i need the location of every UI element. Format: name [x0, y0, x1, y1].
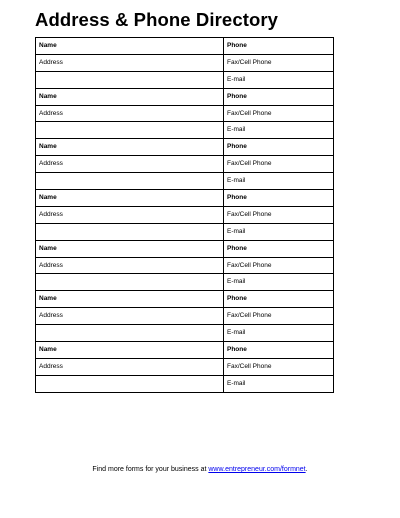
phone-field[interactable]: Phone	[224, 342, 334, 359]
entry-email-row	[36, 375, 334, 392]
entry-address-row	[36, 156, 334, 173]
footer-text: Find more forms for your business at	[92, 466, 209, 473]
email-field[interactable]: E-mail	[224, 274, 334, 291]
address-field[interactable]: Address	[36, 257, 224, 274]
name-field[interactable]: Name	[36, 139, 224, 156]
footer-period: .	[305, 466, 308, 473]
phone-field[interactable]: Phone	[224, 139, 334, 156]
address-field[interactable]: Address	[36, 308, 224, 325]
fax-cell-phone-field[interactable]: Fax/Cell Phone	[224, 206, 334, 223]
formnet-link[interactable]: www.entrepreneur.com/formnet	[208, 466, 306, 473]
phone-field[interactable]: Phone	[224, 38, 334, 55]
entry-name-row	[36, 240, 334, 257]
entry-email-row	[36, 223, 334, 240]
email-field[interactable]: E-mail	[224, 375, 334, 392]
address-continuation-field[interactable]	[36, 71, 224, 88]
phone-field[interactable]: Phone	[224, 291, 334, 308]
entry-email-row	[36, 325, 334, 342]
entry-address-row	[36, 206, 334, 223]
entry-address-row	[36, 105, 334, 122]
address-field[interactable]: Address	[36, 105, 224, 122]
address-field[interactable]: Address	[36, 358, 224, 375]
entry-address-row	[36, 358, 334, 375]
name-field[interactable]: Name	[36, 240, 224, 257]
fax-cell-phone-field[interactable]: Fax/Cell Phone	[224, 54, 334, 71]
entry-name-row	[36, 190, 334, 207]
fax-cell-phone-field[interactable]: Fax/Cell Phone	[224, 257, 334, 274]
email-field[interactable]: E-mail	[224, 173, 334, 190]
address-continuation-field[interactable]	[36, 173, 224, 190]
entry-email-row	[36, 71, 334, 88]
name-field[interactable]: Name	[36, 88, 224, 105]
entry-name-row	[36, 342, 334, 359]
entry-email-row	[36, 173, 334, 190]
address-continuation-field[interactable]	[36, 274, 224, 291]
entry-address-row	[36, 257, 334, 274]
page-title: Address & Phone Directory	[35, 9, 279, 30]
address-field[interactable]: Address	[36, 156, 224, 173]
fax-cell-phone-field[interactable]: Fax/Cell Phone	[224, 156, 334, 173]
address-field[interactable]: Address	[36, 54, 224, 71]
entry-name-row	[36, 139, 334, 156]
phone-field[interactable]: Phone	[224, 240, 334, 257]
address-continuation-field[interactable]	[36, 325, 224, 342]
directory-table-body	[36, 38, 334, 393]
entry-address-row	[36, 54, 334, 71]
name-field[interactable]: Name	[36, 190, 224, 207]
address-continuation-field[interactable]	[36, 122, 224, 139]
name-field[interactable]: Name	[36, 38, 224, 55]
address-continuation-field[interactable]	[36, 375, 224, 392]
fax-cell-phone-field[interactable]: Fax/Cell Phone	[224, 358, 334, 375]
entry-email-row	[36, 122, 334, 139]
entry-name-row	[36, 88, 334, 105]
phone-field[interactable]: Phone	[224, 88, 334, 105]
email-field[interactable]: E-mail	[224, 223, 334, 240]
email-field[interactable]: E-mail	[224, 122, 334, 139]
entry-name-row	[36, 38, 334, 55]
directory-table	[35, 37, 334, 393]
fax-cell-phone-field[interactable]: Fax/Cell Phone	[224, 308, 334, 325]
name-field[interactable]: Name	[36, 342, 224, 359]
entry-email-row	[36, 274, 334, 291]
footer	[0, 466, 400, 473]
fax-cell-phone-field[interactable]: Fax/Cell Phone	[224, 105, 334, 122]
email-field[interactable]: E-mail	[224, 325, 334, 342]
entry-address-row	[36, 308, 334, 325]
name-field[interactable]: Name	[36, 291, 224, 308]
phone-field[interactable]: Phone	[224, 190, 334, 207]
email-field[interactable]: E-mail	[224, 71, 334, 88]
address-field[interactable]: Address	[36, 206, 224, 223]
address-continuation-field[interactable]	[36, 223, 224, 240]
entry-name-row	[36, 291, 334, 308]
